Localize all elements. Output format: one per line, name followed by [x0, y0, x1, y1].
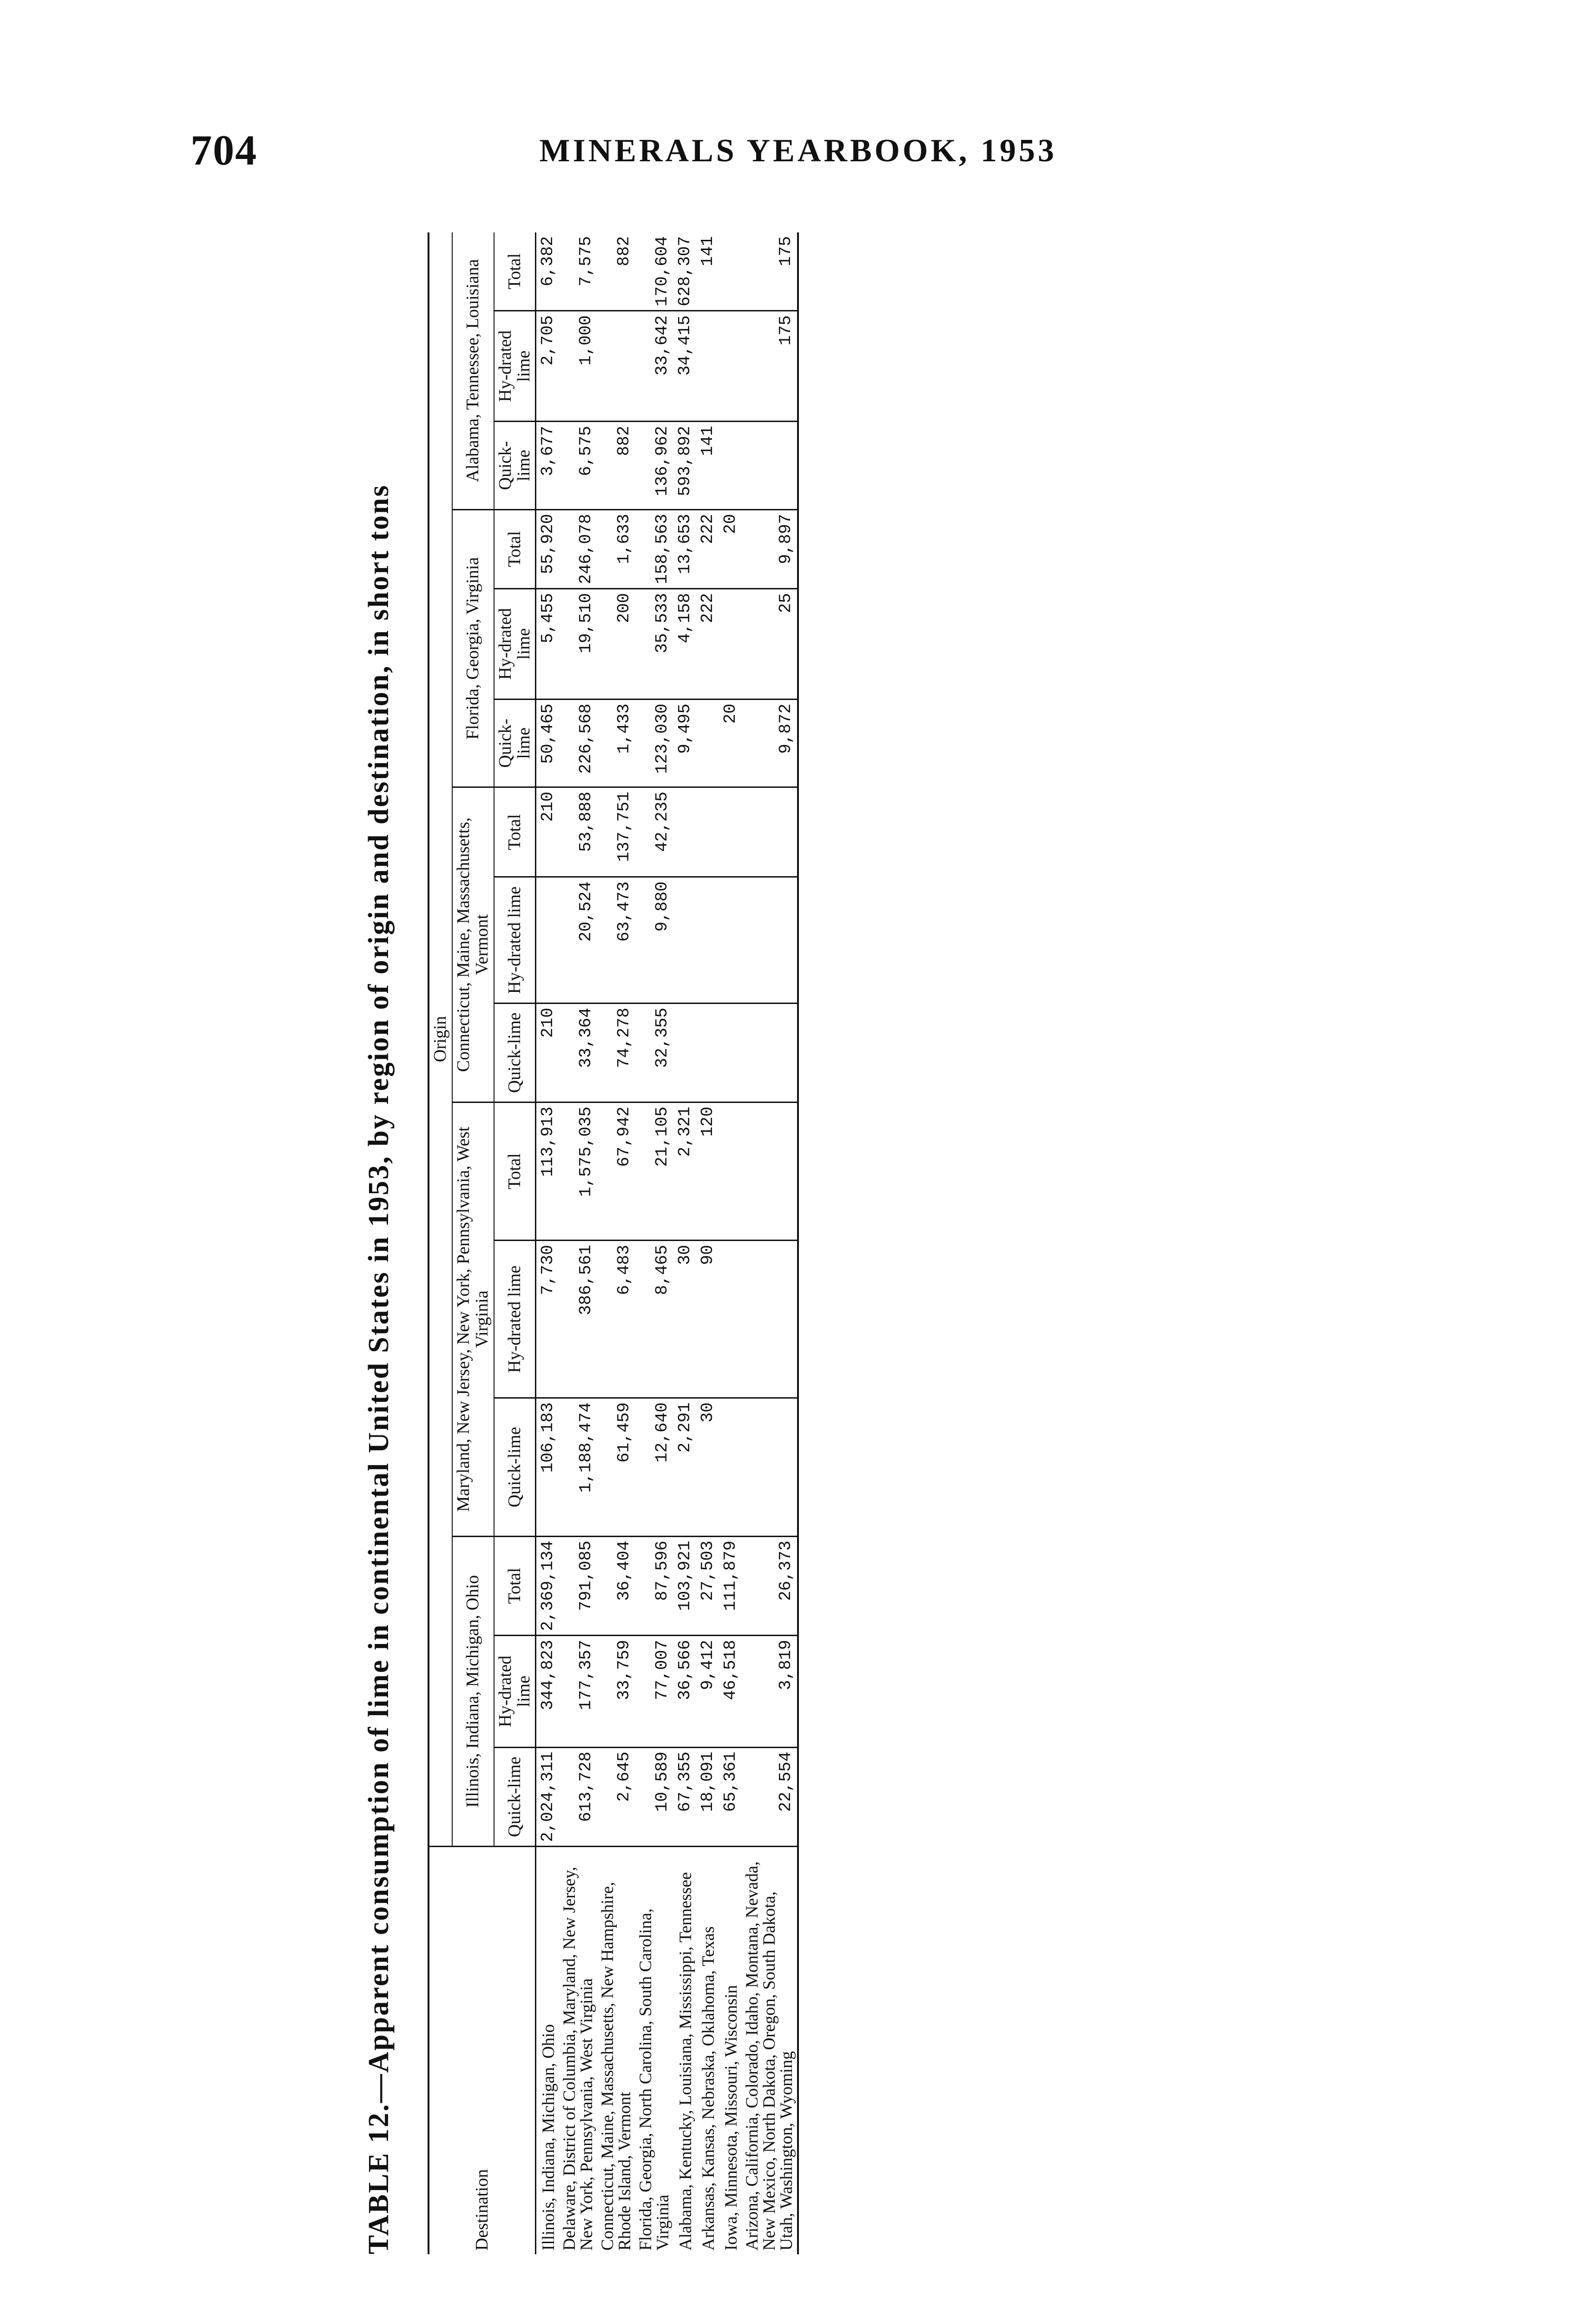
value-cell: 10,589	[635, 1747, 673, 1846]
value-cell: 226,568	[559, 699, 597, 787]
value-cell: 63,473	[597, 877, 635, 1004]
value-cell: 67,355	[673, 1747, 696, 1846]
value-cell	[742, 1241, 798, 1398]
value-cell	[696, 1003, 719, 1102]
value-cell	[719, 311, 742, 422]
sub-header: Hy-drated lime	[494, 1241, 536, 1398]
sub-header: Hy-drated lime	[494, 877, 536, 1004]
value-cell: 210	[536, 787, 560, 877]
value-cell: 12,640	[635, 1398, 673, 1536]
value-cell: 137,751	[597, 787, 635, 877]
value-cell	[719, 1398, 742, 1536]
value-cell: 36,566	[673, 1636, 696, 1747]
value-cell: 36,404	[597, 1536, 635, 1635]
value-cell: 170,604	[635, 232, 673, 311]
table-row	[536, 232, 560, 2254]
value-cell: 74,278	[597, 1003, 635, 1102]
sub-header: Hy-drated lime	[494, 1636, 536, 1747]
origin-group-header: Connecticut, Maine, Massachusetts, Vermont	[452, 787, 494, 1103]
value-cell: 386,561	[559, 1241, 597, 1398]
value-cell: 20	[719, 509, 742, 588]
destination-cell: Alabama, Kentucky, Louisiana, Mississippi, Tennessee	[676, 1872, 696, 2251]
value-cell: 9,872	[742, 699, 798, 787]
value-cell: 65,361	[719, 1747, 742, 1846]
value-cell: 8,465	[635, 1241, 673, 1398]
destination-cell: Illinois, Indiana, Michigan, Ohio	[539, 2024, 559, 2251]
value-cell: 593,892	[673, 422, 696, 509]
value-cell: 9,880	[635, 877, 673, 1004]
value-cell: 246,078	[559, 509, 597, 588]
value-cell: 22,554	[742, 1747, 798, 1846]
sub-header: Quick-lime	[494, 699, 536, 787]
value-cell	[719, 1241, 742, 1398]
destination-cell: Arkansas, Kansas, Nebraska, Oklahoma, Texas	[699, 1926, 718, 2251]
value-cell: 33,642	[635, 311, 673, 422]
value-cell: 123,030	[635, 699, 673, 787]
value-cell: 103,921	[673, 1536, 696, 1635]
value-cell: 1,633	[597, 509, 635, 588]
value-cell: 46,518	[719, 1636, 742, 1747]
sub-header: Quick-lime	[494, 1398, 536, 1536]
page-number: 704	[191, 126, 257, 174]
destination-cell: Florida, Georgia, North Carolina, South Carolina, Virginia	[636, 1908, 673, 2251]
destination-header: Destination	[472, 2169, 492, 2251]
value-cell: 2,291	[673, 1398, 696, 1536]
table-row	[597, 232, 635, 2254]
origin-group-header: Alabama, Tennessee, Louisiana	[452, 232, 494, 509]
value-cell: 106,183	[536, 1398, 560, 1536]
rotated-table-block	[363, 232, 1246, 2254]
value-cell: 791,085	[559, 1536, 597, 1635]
value-cell: 18,091	[696, 1747, 719, 1846]
sub-header: Hy-drated lime	[494, 311, 536, 422]
value-cell: 9,412	[696, 1636, 719, 1747]
value-cell: 2,705	[536, 311, 560, 422]
table-row	[673, 232, 696, 2254]
value-cell: 158,563	[635, 509, 673, 588]
destination-cell: Delaware, District of Columbia, Maryland, New Jersey, New York, Pennsylvania, West Virginia	[560, 1867, 597, 2251]
sub-header: Total	[494, 509, 536, 588]
value-cell: 21,105	[635, 1102, 673, 1241]
value-cell	[696, 311, 719, 422]
origin-group-header: Florida, Georgia, Virginia	[452, 509, 494, 787]
value-cell: 53,888	[559, 787, 597, 877]
value-cell: 613,728	[559, 1747, 597, 1846]
value-cell: 77,007	[635, 1636, 673, 1747]
value-cell	[696, 877, 719, 1004]
table-row	[696, 232, 719, 2254]
table-row	[742, 232, 798, 2254]
origin-group-header: Illinois, Indiana, Michigan, Ohio	[452, 1536, 494, 1846]
value-cell: 34,415	[673, 311, 696, 422]
value-cell	[742, 787, 798, 877]
value-cell: 61,459	[597, 1398, 635, 1536]
value-cell: 1,433	[597, 699, 635, 787]
sub-header: Hy-drated lime	[494, 588, 536, 699]
value-cell: 136,962	[635, 422, 673, 509]
value-cell: 7,575	[559, 232, 597, 311]
table-row	[719, 232, 742, 2254]
value-cell	[742, 877, 798, 1004]
value-cell	[719, 422, 742, 509]
value-cell: 2,369,134	[536, 1536, 560, 1635]
table-row	[559, 232, 597, 2254]
table-body	[536, 232, 798, 2254]
value-cell: 6,483	[597, 1241, 635, 1398]
value-cell: 55,920	[536, 509, 560, 588]
value-cell	[673, 877, 696, 1004]
value-cell: 175	[742, 232, 798, 311]
value-cell	[673, 787, 696, 877]
value-cell	[696, 787, 719, 877]
value-cell: 25	[742, 588, 798, 699]
value-cell: 9,495	[673, 699, 696, 787]
value-cell: 33,759	[597, 1636, 635, 1747]
sub-header: Total	[494, 1102, 536, 1241]
value-cell: 26,373	[742, 1536, 798, 1635]
value-cell: 7,730	[536, 1241, 560, 1398]
table-row	[635, 232, 673, 2254]
value-cell: 141	[696, 422, 719, 509]
running-head: MINERALS YEARBOOK, 1953	[539, 133, 1057, 169]
origin-header: Origin	[428, 232, 452, 1847]
value-cell: 5,455	[536, 588, 560, 699]
value-cell: 882	[597, 232, 635, 311]
destination-cell: Arizona, California, Colorado, Idaho, Montana, Nevada, New Mexico, North Dakota, Oregon, South Dakota, Utah, Washington, Wyoming	[742, 1847, 798, 2255]
origin-group-header: Maryland, New Jersey, New York, Pennsylvania, West Virginia	[452, 1102, 494, 1536]
value-cell	[742, 422, 798, 509]
value-cell	[536, 877, 560, 1004]
value-cell: 27,503	[696, 1536, 719, 1635]
value-cell: 1,188,474	[559, 1398, 597, 1536]
value-cell	[719, 877, 742, 1004]
destination-cell: Connecticut, Maine, Massachusetts, New Hampshire, Rhode Island, Vermont	[598, 1882, 635, 2251]
sub-header: Total	[494, 787, 536, 877]
value-cell: 177,357	[559, 1636, 597, 1747]
value-cell: 113,913	[536, 1102, 560, 1241]
sub-header: Total	[494, 232, 536, 311]
value-cell: 50,465	[536, 699, 560, 787]
value-cell: 222	[696, 588, 719, 699]
destination-cell: Iowa, Minnesota, Missouri, Wisconsin	[722, 1985, 741, 2251]
value-cell: 628,307	[673, 232, 696, 311]
value-cell: 3,677	[536, 422, 560, 509]
value-cell: 1,000	[559, 311, 597, 422]
value-cell: 3,819	[742, 1636, 798, 1747]
value-cell: 222	[696, 509, 719, 588]
value-cell: 111,879	[719, 1536, 742, 1635]
value-cell	[719, 1102, 742, 1241]
lime-consumption-table	[428, 232, 799, 2254]
value-cell: 20	[719, 699, 742, 787]
value-cell: 30	[673, 1241, 696, 1398]
value-cell	[719, 232, 742, 311]
value-cell: 1,575,035	[559, 1102, 597, 1241]
value-cell: 882	[597, 422, 635, 509]
value-cell	[719, 588, 742, 699]
value-cell: 87,596	[635, 1536, 673, 1635]
value-cell: 19,510	[559, 588, 597, 699]
value-cell: 33,364	[559, 1003, 597, 1102]
value-cell: 175	[742, 311, 798, 422]
sub-header: Total	[494, 1536, 536, 1635]
table-container	[428, 232, 799, 2254]
value-cell: 90	[696, 1241, 719, 1398]
value-cell: 210	[536, 1003, 560, 1102]
value-cell	[696, 699, 719, 787]
value-cell	[742, 1003, 798, 1102]
value-cell: 2,321	[673, 1102, 696, 1241]
value-cell: 344,823	[536, 1636, 560, 1747]
value-cell: 30	[696, 1398, 719, 1536]
value-cell: 67,942	[597, 1102, 635, 1241]
value-cell: 20,524	[559, 877, 597, 1004]
value-cell: 2,024,311	[536, 1747, 560, 1846]
value-cell: 200	[597, 588, 635, 699]
sub-header: Quick-lime	[494, 1747, 536, 1846]
value-cell: 2,645	[597, 1747, 635, 1846]
value-cell: 42,235	[635, 787, 673, 877]
value-cell: 4,158	[673, 588, 696, 699]
value-cell	[742, 1398, 798, 1536]
value-cell: 6,382	[536, 232, 560, 311]
value-cell: 35,533	[635, 588, 673, 699]
table-title: TABLE 12.—Apparent consumption of lime in continental United States in 1953, by region of origin and destination, in short tons	[363, 484, 395, 2254]
value-cell	[673, 1003, 696, 1102]
sub-header: Quick-lime	[494, 1003, 536, 1102]
value-cell: 32,355	[635, 1003, 673, 1102]
sub-header: Quick-lime	[494, 422, 536, 509]
value-cell	[719, 1003, 742, 1102]
value-cell	[597, 311, 635, 422]
value-cell: 120	[696, 1102, 719, 1241]
value-cell: 9,897	[742, 509, 798, 588]
value-cell: 13,653	[673, 509, 696, 588]
value-cell	[719, 787, 742, 877]
value-cell: 6,575	[559, 422, 597, 509]
value-cell: 141	[696, 232, 719, 311]
value-cell	[742, 1102, 798, 1241]
